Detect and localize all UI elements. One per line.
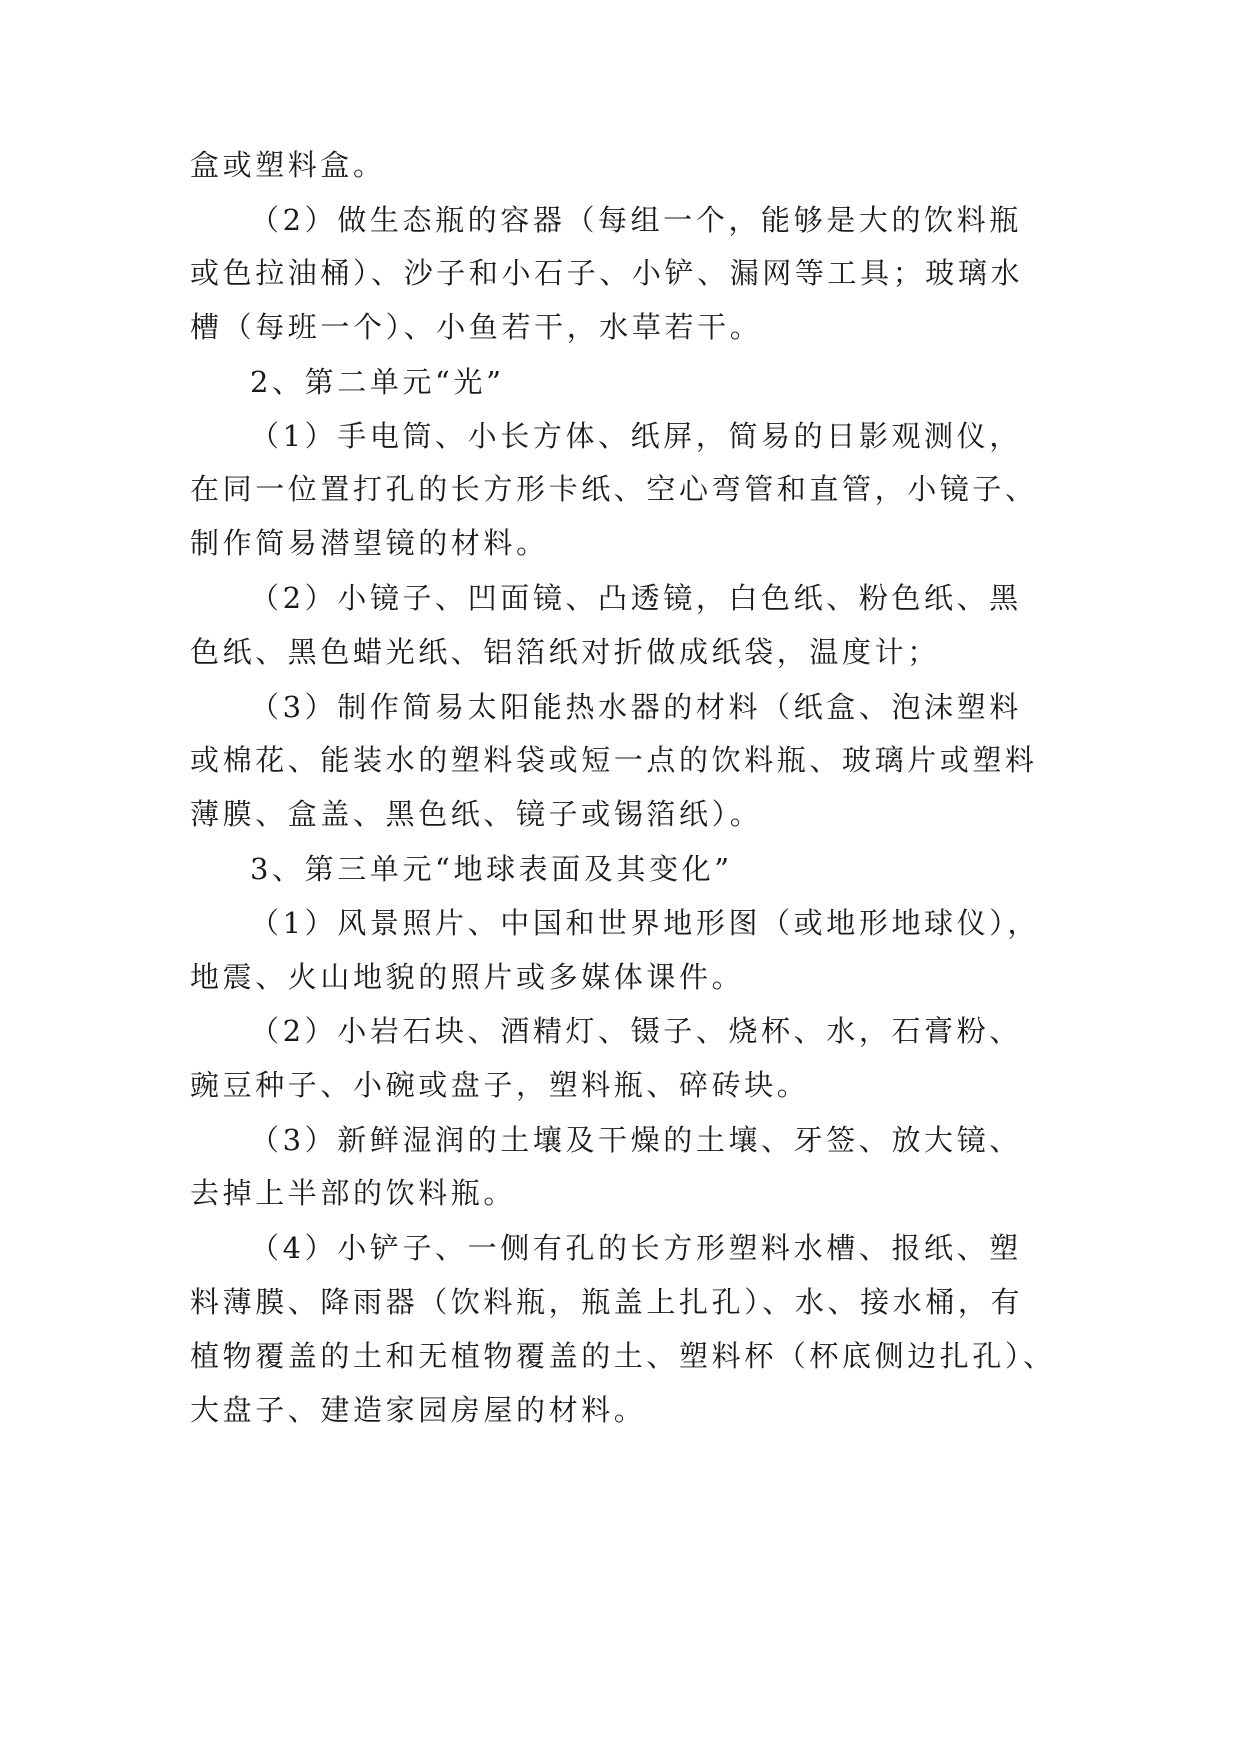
section-heading: 2、第二单元“光” — [250, 365, 505, 399]
text-line: 盒或塑料盒。 — [190, 148, 386, 182]
text-line: （3）制作简易太阳能热水器的材料（纸盒、泡沫塑料 — [250, 690, 1022, 724]
text-line: 植物覆盖的土和无植物覆盖的土、塑料杯（杯底侧边扎孔）、 — [190, 1339, 1056, 1373]
text-line: 或色拉油桶）、沙子和小石子、小铲、漏网等工具；玻璃水 — [190, 256, 1024, 290]
text-line: （2）小镜子、凹面镜、凸透镜，白色纸、粉色纸、黑 — [250, 581, 1022, 615]
text-line: 槽（每班一个）、小鱼若干，水草若干。 — [190, 310, 763, 344]
text-line: 色纸、黑色蜡光纸、铝箔纸对折做成纸袋，温度计； — [190, 635, 940, 669]
text-line: （4）小铲子、一侧有孔的长方形塑料水槽、报纸、塑 — [250, 1231, 1022, 1265]
text-line: 大盘子、建造家园房屋的材料。 — [190, 1393, 647, 1427]
text-line: 在同一位置打孔的长方形卡纸、空心弯管和直管，小镜子、 — [190, 472, 1038, 506]
text-line: （1）手电筒、小长方体、纸屏，简易的日影观测仪， — [250, 419, 1022, 453]
text-line: 地震、火山地貌的照片或多媒体课件。 — [190, 960, 745, 994]
section-heading: 3、第三单元“地球表面及其变化” — [250, 852, 733, 886]
text-line: 薄膜、盒盖、黑色纸、镜子或锡箔纸）。 — [190, 797, 763, 831]
text-line: 制作简易潜望镜的材料。 — [190, 526, 549, 560]
text-line: 或棉花、能装水的塑料袋或短一点的饮料瓶、玻璃片或塑料 — [190, 743, 1038, 777]
text-line: 豌豆种子、小碗或盘子，塑料瓶、碎砖块。 — [190, 1068, 810, 1102]
text-line: （2）做生态瓶的容器（每组一个，能够是大的饮料瓶 — [250, 203, 1022, 237]
text-line: 去掉上半部的饮料瓶。 — [190, 1176, 517, 1210]
text-line: （3）新鲜湿润的土壤及干燥的土壤、牙签、放大镜、 — [250, 1123, 1022, 1157]
text-line: （2）小岩石块、酒精灯、镊子、烧杯、水，石膏粉、 — [250, 1014, 1022, 1048]
text-line: （1）风景照片、中国和世界地形图（或地形地球仪）， — [250, 906, 1040, 940]
text-line: 料薄膜、降雨器（饮料瓶，瓶盖上扎孔）、水、接水桶，有 — [190, 1285, 1024, 1319]
